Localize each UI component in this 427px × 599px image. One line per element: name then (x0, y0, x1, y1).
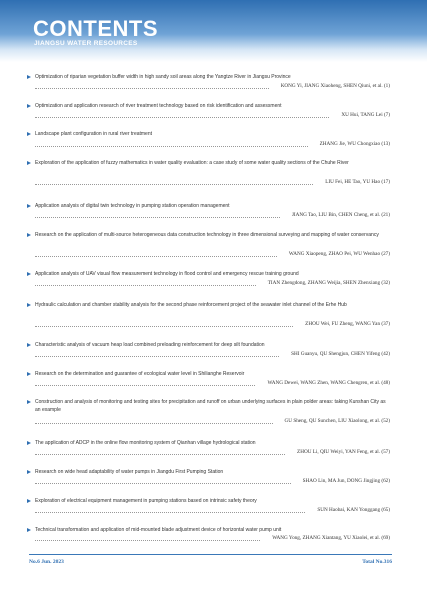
entry-authors (35, 449, 390, 456)
page-title: CONTENTS (33, 16, 158, 41)
entry-authors (35, 418, 390, 425)
entry-authors (35, 535, 390, 542)
entry-title: Characteristic analysis of vacuum heap load combined preloading reinforcement for deep silt foundation (35, 342, 265, 348)
triangle-bullet-icon (27, 400, 31, 404)
triangle-bullet-icon (27, 528, 31, 532)
entry-authors (35, 321, 390, 328)
entry-title: Landscape plant configuration in rural river treatment (35, 131, 153, 137)
entry-authors-text: SHI Guanyu, QU Shengjun, CHEN Yifeng (42) (291, 351, 390, 357)
dotted-leader (35, 483, 291, 484)
entry-title: Application analysis of UAV visual flow measurement technology in flood control and emergency rescue training ground (35, 271, 299, 277)
entry-title: Optimization and application research of river treatment technology based on risk identification and assessment (35, 103, 282, 109)
dotted-leader (35, 385, 255, 386)
dotted-leader (35, 326, 293, 327)
dotted-leader (35, 217, 280, 218)
entry-authors-text: LIU Fei, HE Tao, YU Hao (17) (325, 179, 390, 185)
issue-label: No.6 Jun. 2023 (29, 559, 64, 565)
contents-entry[interactable] (27, 469, 390, 489)
contents-entry[interactable] (27, 74, 390, 94)
entry-title: Optimization of riparian vegetation buffer width in high sandy soil areas along the Yangtze River in Jiangsu Province (35, 74, 291, 80)
triangle-bullet-icon (27, 441, 31, 445)
entry-title: Application analysis of digital twin technology in pumping station operation management (35, 203, 230, 209)
contents-entry[interactable] (27, 203, 390, 223)
contents-entry[interactable] (27, 440, 390, 460)
entry-authors-text: SUN Haobai, KAN Yonggang (65) (317, 507, 390, 513)
dotted-leader (35, 423, 273, 424)
entry-authors-text: WANG Dewei, WANG Zhen, WANG Chengren, et al. (48) (267, 380, 390, 386)
entry-title: Construction and analysis of monitoring and testing sites for precipitation and runoff on urban underlying surfaces in plain polder areas: taking Kunshan City as an example (35, 399, 386, 413)
contents-entry[interactable] (27, 271, 390, 291)
triangle-bullet-icon (27, 233, 31, 237)
triangle-bullet-icon (27, 161, 31, 165)
entry-authors (35, 478, 390, 485)
dotted-leader (35, 256, 277, 257)
dotted-leader (35, 146, 308, 147)
entry-authors-text: WANG Xiaopeng, ZHAO Pei, WU Wenhao (27) (288, 251, 390, 257)
dotted-leader (35, 540, 260, 541)
dotted-leader (35, 512, 305, 513)
contents-entry[interactable] (27, 399, 390, 427)
entry-authors-text: ZHOU Wei, FU Zheng, WANG Yan (37) (305, 321, 390, 327)
entry-title: Research on the determination and guarantee of ecological water level in Shilianghe Reservoir (35, 371, 245, 377)
triangle-bullet-icon (27, 204, 31, 208)
contents-entry[interactable] (27, 131, 390, 151)
contents-entry[interactable] (27, 371, 390, 391)
entry-authors-text: KONG Yi, JIANG Xiaoheng, SHEN Qiuni, et al. (1) (280, 83, 390, 89)
entry-title: Technical transformation and application of mid-mounted blade adjustment device of horizontal water pump unit (35, 527, 282, 533)
entry-authors (35, 351, 390, 358)
contents-entry[interactable] (27, 103, 390, 123)
entry-title: Exploration of the application of fuzzy mathematics in water quality evaluation: a case study of some water quality sections of the Chuhe River (35, 160, 349, 166)
contents-entry[interactable] (27, 342, 390, 362)
entry-authors-text: WANG Yong, ZHANG Xiantang, YU Xiaolei, et al. (69) (272, 535, 390, 541)
entry-authors (35, 251, 390, 258)
contents-entry[interactable] (27, 498, 390, 518)
entry-authors (35, 141, 390, 148)
contents-entry[interactable] (27, 302, 390, 330)
entry-authors (35, 507, 390, 514)
dotted-leader (35, 88, 269, 89)
entry-title: Hydraulic calculation and chamber stability analysis for the second phase reinforcement project of the seawater inlet channel of the Erhe Hub (35, 302, 347, 308)
triangle-bullet-icon (27, 372, 31, 376)
triangle-bullet-icon (27, 343, 31, 347)
contents-entry[interactable] (27, 232, 390, 260)
triangle-bullet-icon (27, 303, 31, 307)
contents-entry[interactable] (27, 527, 390, 547)
dotted-leader (35, 285, 256, 286)
entry-authors-text: ZHANG Jie, WU Chongxiao (13) (319, 141, 390, 147)
entry-authors-text: GU Sheng, QU Sunchen, LIU Xiaolong, et al. (52) (284, 418, 390, 424)
entry-authors-text: JIANG Tao, LIU Bin, CHEN Cheng, et al. (21) (291, 212, 390, 218)
journal-name: JIANGSU WATER RESOURCES (34, 40, 138, 47)
entry-authors (35, 83, 390, 90)
contents-header (0, 0, 427, 62)
dotted-leader (35, 356, 279, 357)
entry-authors (35, 179, 390, 186)
entry-title: Research on the application of multi-source heterogeneous data construction technology in three dimensional surveying and mapping of water conservancy (35, 232, 379, 238)
footer-divider (29, 554, 392, 555)
triangle-bullet-icon (27, 75, 31, 79)
entry-authors (35, 112, 390, 119)
dotted-leader (35, 454, 285, 455)
contents-entry[interactable] (27, 160, 390, 188)
entry-authors (35, 280, 390, 287)
entry-authors-text: SHAO Lin, MA Jun, DONG Jingjing (62) (302, 478, 390, 484)
dotted-leader (35, 184, 313, 185)
triangle-bullet-icon (27, 272, 31, 276)
entry-authors (35, 212, 390, 219)
entry-authors-text: XU Hui, TANG Lei (7) (341, 112, 390, 118)
triangle-bullet-icon (27, 104, 31, 108)
total-issue-label: Total No.316 (362, 559, 392, 565)
entry-title: Research on wide head adaptability of water pumps in Jiangdu First Pumping Station (35, 469, 224, 475)
triangle-bullet-icon (27, 132, 31, 136)
entry-authors-text: TIAN Zhengdong, ZHANG Weijia, SHEN Zhenxiang (32) (267, 280, 390, 286)
entry-title: Exploration of electrical equipment management in pumping stations based on intrinsic safety theory (35, 498, 257, 504)
entry-title: The application of ADCP in the online flow monitoring system of Qianhan village hydrological station (35, 440, 256, 446)
triangle-bullet-icon (27, 499, 31, 503)
entry-authors (35, 380, 390, 387)
triangle-bullet-icon (27, 470, 31, 474)
dotted-leader (35, 117, 329, 118)
entry-authors-text: ZHOU Li, QIU Weiyi, YAN Feng, et al. (57) (297, 449, 390, 455)
